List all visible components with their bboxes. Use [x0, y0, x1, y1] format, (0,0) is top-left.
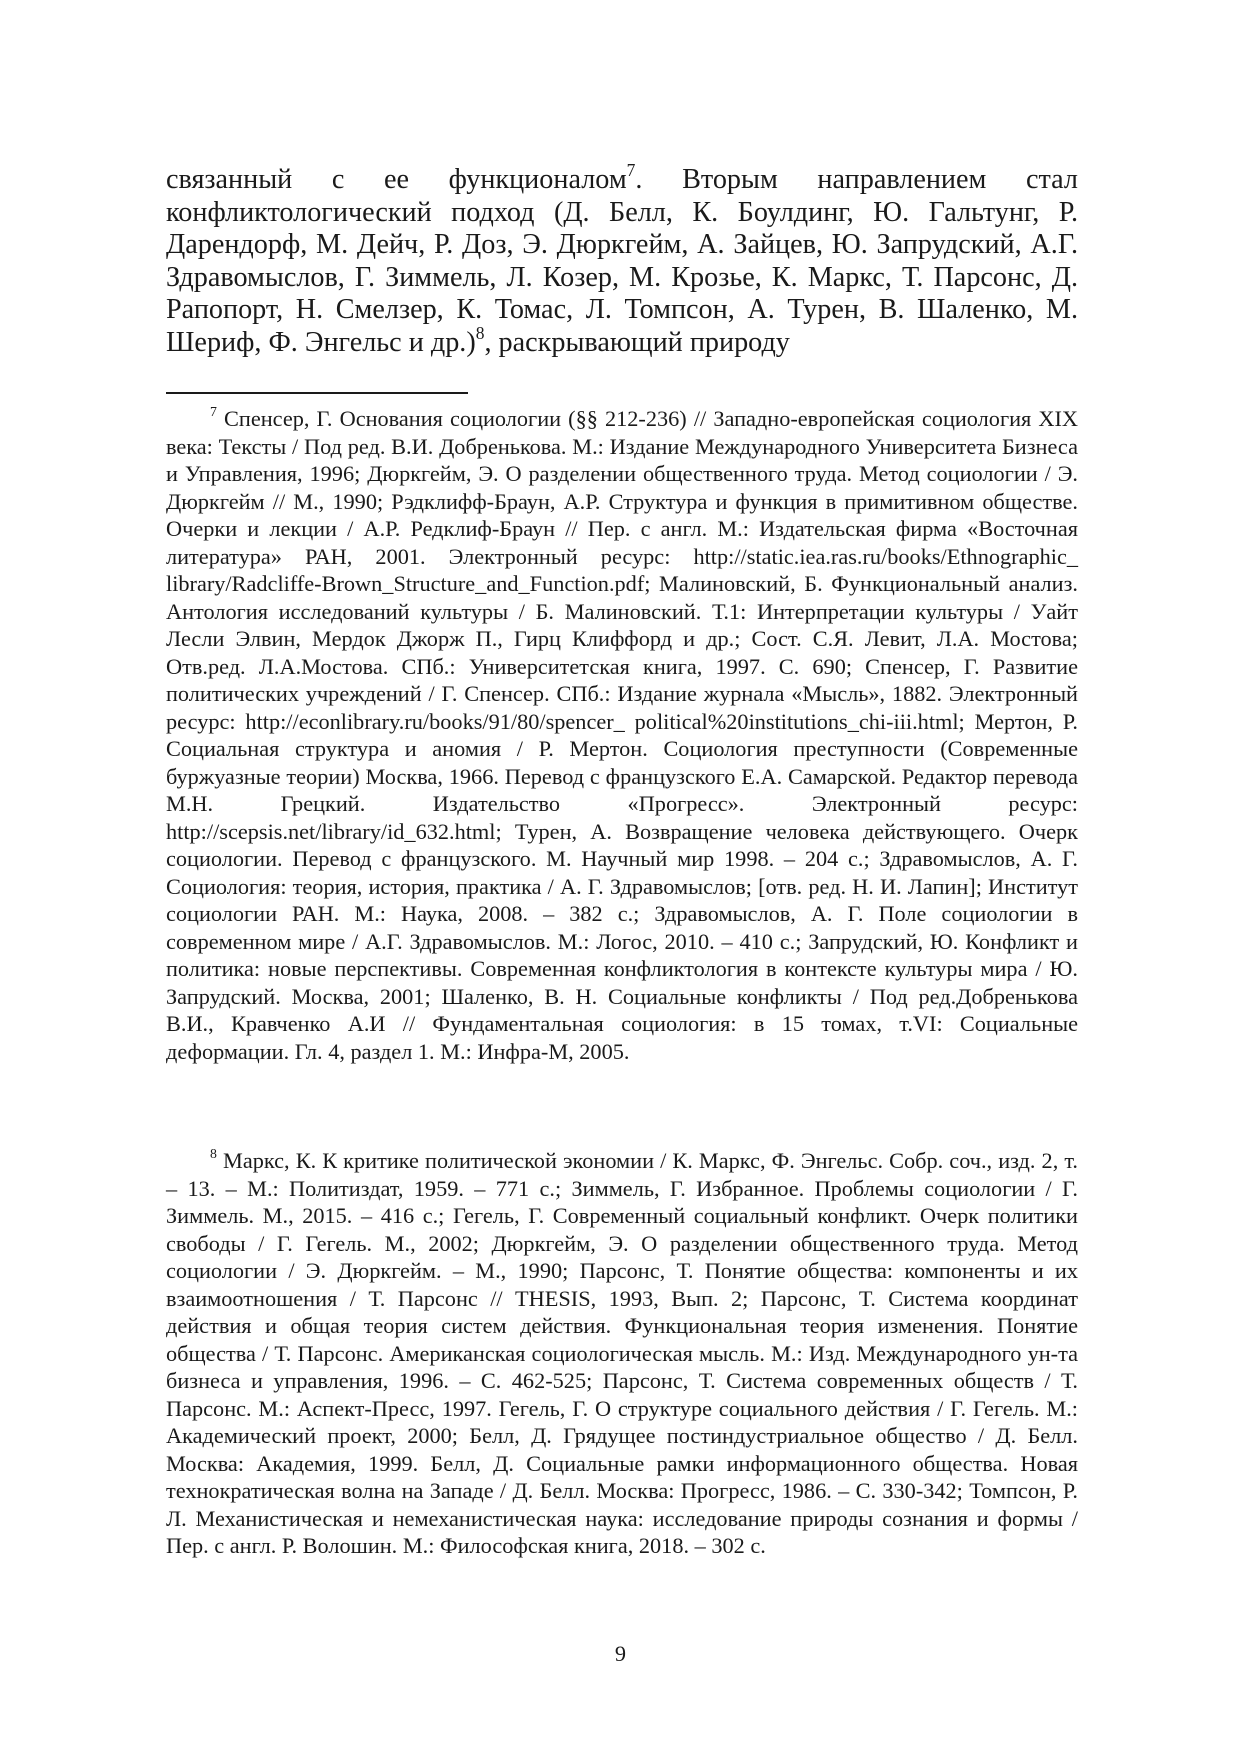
- footnote-ref-7[interactable]: 7: [626, 159, 636, 180]
- main-text-part-2: . Вторым направлением стал конфликтологический подход (Д. Белл, К. Боулдинг, Ю. Гальтунг, Р. Дарендорф, М. Дейч, Р. Доз, Э. Дюркгейм, А. Зайцев, Ю. Запрудский, А.Г. Здравомыслов, Г. Зиммель, Л. Козер, М. Крозье, К. Маркс, Т. Парсонс, Д. Рапопорт, Н. Смелзер, К. Томас, Л. Томпсон, А. Турен, В. Шаленко, М. Шериф, Ф. Энгельс и др.): [166, 164, 1078, 358]
- footnote-7-text: Спенсер, Г. Основания социологии (§§ 212-236) // Западно-европейская социология XIX века: Тексты / Под ред. В.И. Добренькова. М.: Издание Международного Университета Бизнеса и Управления, 1996; Дюркгейм, Э. О разделении общественного труда. Метод социологии / Э. Дюркгейм // М., 1990; Рэдклифф-Браун, А.Р. Структура и функция в примитивном обществе. Очерки и лекции / А.Р. Редклиф-Браун // Пер. с англ. М.: Издательская фирма «Восточная литература» РАН, 2001. Электронный ресурс: http://static.iea.ras.ru/books/Ethnographic_ library/Radcliffe-Brown_Structure_and_Function.pdf; Малиновский, Б. Функциональный анализ. Антология исследований культуры / Б. Малиновский. Т.1: Интерпретации культуры / Уайт Лесли Элвин, Мердок Джорж П., Гирц Клиффорд и др.; Сост. С.Я. Левит, Л.А. Мостова; Отв.ред. Л.А.Мостова. СПб.: Университетская книга, 1997. С. 690; Спенсер, Г. Развитие политических учреждений / Г. Спенсер. СПб.: Издание журнала «Мысль», 1882. Электронный ресурс: http://econlibrary.ru/books/91/80/spencer_ political%20institutions_chi-iii.html; Мертон, Р. Социальная структура и аномия / Р. Мертон. Социология преступности (Современные буржуазные теории) Москва, 1966. Перевод с французского Е.А. Самарской. Редактор перевода М.Н. Грецкий. Издательство «Прогресс». Электронный ресурс: http://scepsis.net/library/id_632.html; Турен, А. Возвращение человека действующего. Очерк социологии. Перевод с французского. М. Научный мир 1998. – 204 с.; Здравомыслов, А. Г. Социология: теория, история, практика / А. Г. Здравомыслов; [отв. ред. Н. И. Лапин]; Институт социологии РАН. М.: Наука, 2008. – 382 с.; Здравомыслов, А. Г. Поле социологии в современном мире / А.Г. Здравомыслов. М.: Логос, 2010. – 410 с.; Запрудский, Ю. Конфликт и политика: новые перспективы. Современная конфликтология в контексте культуры мира / Ю. Запрудский. Москва, 2001; Шаленко, В. Н. Социальные конфликты / Под ред.Добренькова В.И., Кравченко А.И // Фундаментальная социология: в 15 томах, т.VI: Социальные деформации. Гл. 4, раздел 1. М.: Инфра-М, 2005.: [166, 406, 1079, 1064]
- footnote-7-number: 7: [210, 404, 217, 420]
- main-text-part-1: связанный с ее функционалом: [166, 164, 627, 195]
- footnote-separator: [166, 392, 468, 394]
- page-number: 9: [614, 1641, 627, 1666]
- footnote-7: [166, 405, 1078, 1065]
- footnote-8-text: Маркс, К. К критике политической экономии / К. Маркс, Ф. Энгельс. Собр. соч., изд. 2, т. – 13. – М.: Политиздат, 1959. – 771 с.; Зиммель, Г. Избранное. Проблемы социологии / Г. Зиммель. М., 2015. – 416 с.; Гегель, Г. Современный социальный конфликт. Очерк политики свободы / Г. Гегель. М., 2002; Дюркгейм, Э. О разделении общественного труда. Метод социологии / Э. Дюркгейм. – М., 1990; Парсонс, Т. Понятие общества: компоненты и их взаимоотношения / Т. Парсонс // THESIS, 1993, Вып. 2; Парсонс, Т. Система координат действия и общая теория систем действия. Функциональная теория изменения. Понятие общества / Т. Парсонс. Американская социологическая мысль. М.: Изд. Международного ун-та бизнеса и управления, 1996. – С. 462-525; Парсонс, Т. Система современных обществ / Т. Парсонс. М.: Аспект-Пресс, 1997. Гегель, Г. О структуре социального действия / Г. Гегель. М.: Академический проект, 2000; Белл, Д. Грядущее постиндустриальное общество / Д. Белл. Москва: Академия, 1999. Белл, Д. Социальные рамки информационного общества. Новая технократическая волна на Западе / Д. Белл. Москва: Прогресс, 1986. – С. 330-342; Томпсон, Р. Л. Механистическая и немеханистическая наука: исследование природы сознания и формы / Пер. с англ. Р. Волошин. М.: Философская книга, 2018. – 302 с.: [166, 1148, 1078, 1558]
- footnote-8-number: 8: [210, 1146, 217, 1162]
- main-text-part-3: , раскрывающий природу: [484, 326, 790, 358]
- main-paragraph: [166, 159, 1078, 360]
- footnote-ref-8[interactable]: 8: [475, 322, 485, 343]
- footnote-8: [166, 1147, 1078, 1560]
